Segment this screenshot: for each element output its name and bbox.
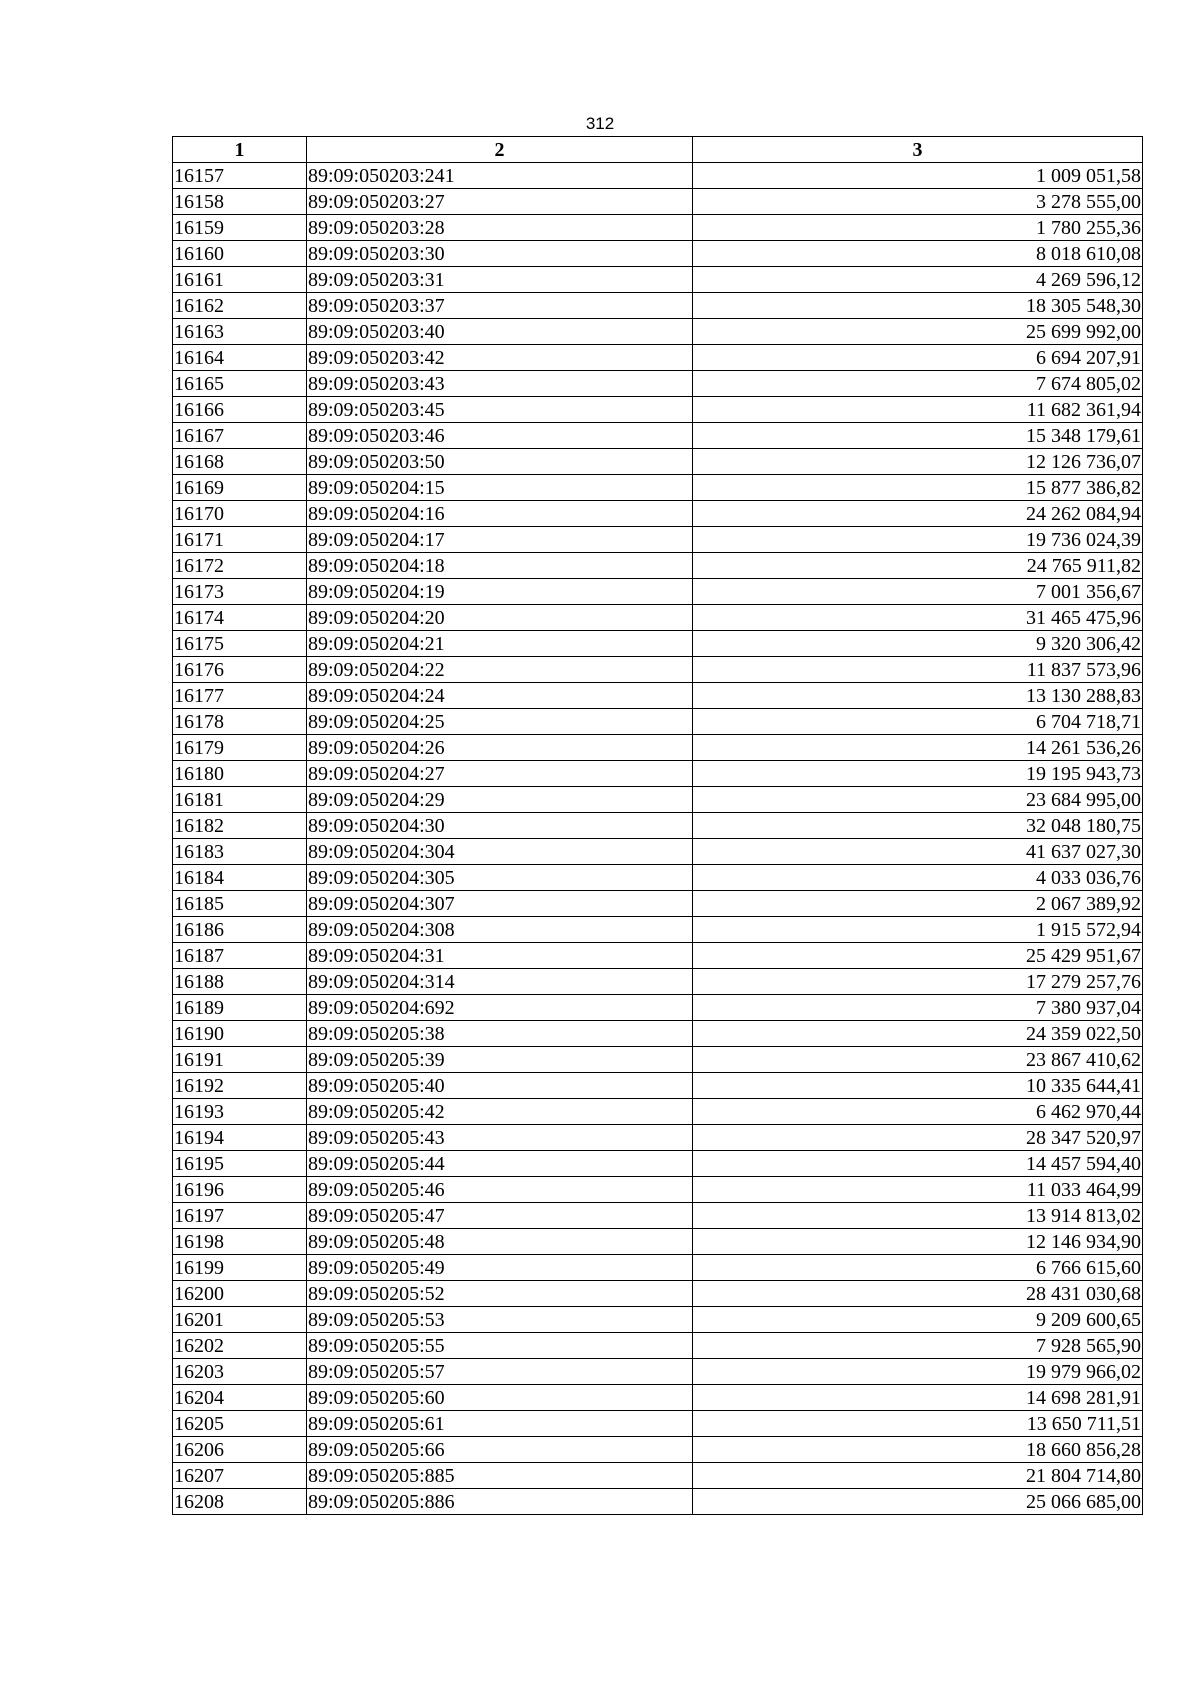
table-row <box>173 1281 1143 1307</box>
value-cell: 28 431 030,68 <box>693 1281 1143 1307</box>
row-number-cell: 16157 <box>173 163 307 189</box>
cadastral-number-cell: 89:09:050205:39 <box>307 1047 693 1073</box>
row-number-cell: 16171 <box>173 527 307 553</box>
cadastral-number-cell: 89:09:050203:28 <box>307 215 693 241</box>
row-number-cell: 16198 <box>173 1229 307 1255</box>
table-row <box>173 891 1143 917</box>
cadastral-number-cell: 89:09:050204:17 <box>307 527 693 553</box>
cadastral-number-cell: 89:09:050205:61 <box>307 1411 693 1437</box>
cadastral-number-cell: 89:09:050204:22 <box>307 657 693 683</box>
row-number-cell: 16191 <box>173 1047 307 1073</box>
value-cell: 25 066 685,00 <box>693 1489 1143 1515</box>
value-cell: 12 126 736,07 <box>693 449 1143 475</box>
cadastral-number-cell: 89:09:050205:885 <box>307 1463 693 1489</box>
row-number-cell: 16202 <box>173 1333 307 1359</box>
cadastral-number-cell: 89:09:050203:40 <box>307 319 693 345</box>
value-cell: 18 305 548,30 <box>693 293 1143 319</box>
row-number-cell: 16197 <box>173 1203 307 1229</box>
cadastral-number-cell: 89:09:050204:24 <box>307 683 693 709</box>
value-cell: 24 359 022,50 <box>693 1021 1143 1047</box>
table-row <box>173 449 1143 475</box>
cadastral-number-cell: 89:09:050204:307 <box>307 891 693 917</box>
table-row <box>173 761 1143 787</box>
cadastral-number-cell: 89:09:050205:40 <box>307 1073 693 1099</box>
row-number-cell: 16193 <box>173 1099 307 1125</box>
value-cell: 13 130 288,83 <box>693 683 1143 709</box>
row-number-cell: 16167 <box>173 423 307 449</box>
table-row <box>173 1255 1143 1281</box>
cadastral-number-cell: 89:09:050203:50 <box>307 449 693 475</box>
cadastral-number-cell: 89:09:050205:48 <box>307 1229 693 1255</box>
row-number-cell: 16188 <box>173 969 307 995</box>
registry-table <box>172 136 1143 1515</box>
cadastral-number-cell: 89:09:050203:30 <box>307 241 693 267</box>
value-cell: 41 637 027,30 <box>693 839 1143 865</box>
cadastral-number-cell: 89:09:050204:21 <box>307 631 693 657</box>
cadastral-number-cell: 89:09:050204:25 <box>307 709 693 735</box>
table-row <box>173 1463 1143 1489</box>
row-number-cell: 16186 <box>173 917 307 943</box>
row-number-cell: 16195 <box>173 1151 307 1177</box>
cadastral-number-cell: 89:09:050205:47 <box>307 1203 693 1229</box>
table-row <box>173 1203 1143 1229</box>
row-number-cell: 16199 <box>173 1255 307 1281</box>
row-number-cell: 16179 <box>173 735 307 761</box>
cadastral-number-cell: 89:09:050205:38 <box>307 1021 693 1047</box>
cadastral-number-cell: 89:09:050204:19 <box>307 579 693 605</box>
table-row <box>173 501 1143 527</box>
value-cell: 25 699 992,00 <box>693 319 1143 345</box>
column-header-2: 2 <box>307 137 693 163</box>
row-number-cell: 16185 <box>173 891 307 917</box>
cadastral-number-cell: 89:09:050205:52 <box>307 1281 693 1307</box>
row-number-cell: 16190 <box>173 1021 307 1047</box>
table-row <box>173 1177 1143 1203</box>
row-number-cell: 16200 <box>173 1281 307 1307</box>
table-row <box>173 267 1143 293</box>
row-number-cell: 16189 <box>173 995 307 1021</box>
value-cell: 10 335 644,41 <box>693 1073 1143 1099</box>
cadastral-number-cell: 89:09:050204:31 <box>307 943 693 969</box>
table-body <box>173 163 1143 1515</box>
table-row <box>173 969 1143 995</box>
value-cell: 9 320 306,42 <box>693 631 1143 657</box>
row-number-cell: 16160 <box>173 241 307 267</box>
value-cell: 7 928 565,90 <box>693 1333 1143 1359</box>
cadastral-number-cell: 89:09:050205:42 <box>307 1099 693 1125</box>
value-cell: 17 279 257,76 <box>693 969 1143 995</box>
row-number-cell: 16181 <box>173 787 307 813</box>
value-cell: 11 682 361,94 <box>693 397 1143 423</box>
row-number-cell: 16192 <box>173 1073 307 1099</box>
value-cell: 21 804 714,80 <box>693 1463 1143 1489</box>
row-number-cell: 16187 <box>173 943 307 969</box>
value-cell: 11 837 573,96 <box>693 657 1143 683</box>
table-row <box>173 787 1143 813</box>
value-cell: 6 766 615,60 <box>693 1255 1143 1281</box>
table-row <box>173 345 1143 371</box>
row-number-cell: 16170 <box>173 501 307 527</box>
table-row <box>173 917 1143 943</box>
table-row <box>173 371 1143 397</box>
value-cell: 23 684 995,00 <box>693 787 1143 813</box>
table-row <box>173 319 1143 345</box>
cadastral-number-cell: 89:09:050204:27 <box>307 761 693 787</box>
table-row <box>173 1125 1143 1151</box>
value-cell: 13 650 711,51 <box>693 1411 1143 1437</box>
row-number-cell: 16201 <box>173 1307 307 1333</box>
table-row <box>173 631 1143 657</box>
value-cell: 25 429 951,67 <box>693 943 1143 969</box>
cadastral-number-cell: 89:09:050203:45 <box>307 397 693 423</box>
cadastral-number-cell: 89:09:050204:26 <box>307 735 693 761</box>
table-row <box>173 943 1143 969</box>
row-number-cell: 16178 <box>173 709 307 735</box>
cadastral-number-cell: 89:09:050204:692 <box>307 995 693 1021</box>
cadastral-number-cell: 89:09:050203:43 <box>307 371 693 397</box>
table-row <box>173 1437 1143 1463</box>
value-cell: 7 001 356,67 <box>693 579 1143 605</box>
table-row <box>173 215 1143 241</box>
cadastral-number-cell: 89:09:050205:60 <box>307 1385 693 1411</box>
value-cell: 19 736 024,39 <box>693 527 1143 553</box>
cadastral-number-cell: 89:09:050205:49 <box>307 1255 693 1281</box>
table-row <box>173 553 1143 579</box>
table-row <box>173 1385 1143 1411</box>
row-number-cell: 16184 <box>173 865 307 891</box>
row-number-cell: 16159 <box>173 215 307 241</box>
value-cell: 4 269 596,12 <box>693 267 1143 293</box>
value-cell: 7 674 805,02 <box>693 371 1143 397</box>
cadastral-number-cell: 89:09:050203:31 <box>307 267 693 293</box>
cadastral-number-cell: 89:09:050205:66 <box>307 1437 693 1463</box>
table-row <box>173 683 1143 709</box>
cadastral-number-cell: 89:09:050204:30 <box>307 813 693 839</box>
value-cell: 14 261 536,26 <box>693 735 1143 761</box>
row-number-cell: 16207 <box>173 1463 307 1489</box>
header-row <box>173 137 1143 163</box>
table-row <box>173 1151 1143 1177</box>
table-row <box>173 813 1143 839</box>
table-row <box>173 423 1143 449</box>
value-cell: 14 698 281,91 <box>693 1385 1143 1411</box>
table-row <box>173 1359 1143 1385</box>
table-row <box>173 397 1143 423</box>
table-header <box>173 137 1143 163</box>
value-cell: 6 462 970,44 <box>693 1099 1143 1125</box>
value-cell: 12 146 934,90 <box>693 1229 1143 1255</box>
table-row <box>173 189 1143 215</box>
cadastral-number-cell: 89:09:050204:16 <box>307 501 693 527</box>
row-number-cell: 16208 <box>173 1489 307 1515</box>
value-cell: 24 765 911,82 <box>693 553 1143 579</box>
value-cell: 1 780 255,36 <box>693 215 1143 241</box>
value-cell: 24 262 084,94 <box>693 501 1143 527</box>
table-row <box>173 163 1143 189</box>
value-cell: 18 660 856,28 <box>693 1437 1143 1463</box>
row-number-cell: 16168 <box>173 449 307 475</box>
value-cell: 1 915 572,94 <box>693 917 1143 943</box>
row-number-cell: 16180 <box>173 761 307 787</box>
table-row <box>173 657 1143 683</box>
table-row <box>173 735 1143 761</box>
cadastral-number-cell: 89:09:050204:308 <box>307 917 693 943</box>
cadastral-number-cell: 89:09:050204:29 <box>307 787 693 813</box>
value-cell: 2 067 389,92 <box>693 891 1143 917</box>
table-row <box>173 865 1143 891</box>
row-number-cell: 16158 <box>173 189 307 215</box>
table-row <box>173 1333 1143 1359</box>
value-cell: 15 877 386,82 <box>693 475 1143 501</box>
column-header-3: 3 <box>693 137 1143 163</box>
page-number: 312 <box>585 114 615 133</box>
value-cell: 11 033 464,99 <box>693 1177 1143 1203</box>
value-cell: 28 347 520,97 <box>693 1125 1143 1151</box>
value-cell: 15 348 179,61 <box>693 423 1143 449</box>
value-cell: 9 209 600,65 <box>693 1307 1143 1333</box>
value-cell: 19 979 966,02 <box>693 1359 1143 1385</box>
row-number-cell: 16182 <box>173 813 307 839</box>
row-number-cell: 16161 <box>173 267 307 293</box>
table-row <box>173 579 1143 605</box>
table-row <box>173 527 1143 553</box>
value-cell: 13 914 813,02 <box>693 1203 1143 1229</box>
table-row <box>173 1229 1143 1255</box>
row-number-cell: 16172 <box>173 553 307 579</box>
row-number-cell: 16164 <box>173 345 307 371</box>
table-row <box>173 1073 1143 1099</box>
row-number-cell: 16174 <box>173 605 307 631</box>
row-number-cell: 16183 <box>173 839 307 865</box>
row-number-cell: 16165 <box>173 371 307 397</box>
row-number-cell: 16203 <box>173 1359 307 1385</box>
table-row <box>173 1021 1143 1047</box>
cadastral-number-cell: 89:09:050204:18 <box>307 553 693 579</box>
cadastral-number-cell: 89:09:050204:305 <box>307 865 693 891</box>
value-cell: 3 278 555,00 <box>693 189 1143 215</box>
row-number-cell: 16194 <box>173 1125 307 1151</box>
table-row <box>173 241 1143 267</box>
row-number-cell: 16162 <box>173 293 307 319</box>
cadastral-number-cell: 89:09:050205:46 <box>307 1177 693 1203</box>
value-cell: 31 465 475,96 <box>693 605 1143 631</box>
table-row <box>173 605 1143 631</box>
row-number-cell: 16176 <box>173 657 307 683</box>
cadastral-number-cell: 89:09:050205:57 <box>307 1359 693 1385</box>
row-number-cell: 16166 <box>173 397 307 423</box>
table-row <box>173 1307 1143 1333</box>
value-cell: 23 867 410,62 <box>693 1047 1143 1073</box>
table-row <box>173 1047 1143 1073</box>
cadastral-number-cell: 89:09:050205:44 <box>307 1151 693 1177</box>
cadastral-number-cell: 89:09:050205:886 <box>307 1489 693 1515</box>
cadastral-number-cell: 89:09:050205:55 <box>307 1333 693 1359</box>
value-cell: 7 380 937,04 <box>693 995 1143 1021</box>
value-cell: 19 195 943,73 <box>693 761 1143 787</box>
row-number-cell: 16206 <box>173 1437 307 1463</box>
table-row <box>173 475 1143 501</box>
value-cell: 8 018 610,08 <box>693 241 1143 267</box>
table-row <box>173 1411 1143 1437</box>
row-number-cell: 16177 <box>173 683 307 709</box>
cadastral-number-cell: 89:09:050203:27 <box>307 189 693 215</box>
row-number-cell: 16205 <box>173 1411 307 1437</box>
table-row <box>173 995 1143 1021</box>
cadastral-number-cell: 89:09:050205:43 <box>307 1125 693 1151</box>
row-number-cell: 16175 <box>173 631 307 657</box>
row-number-cell: 16173 <box>173 579 307 605</box>
column-header-1: 1 <box>173 137 307 163</box>
value-cell: 1 009 051,58 <box>693 163 1143 189</box>
cadastral-number-cell: 89:09:050205:53 <box>307 1307 693 1333</box>
value-cell: 4 033 036,76 <box>693 865 1143 891</box>
cadastral-number-cell: 89:09:050203:241 <box>307 163 693 189</box>
value-cell: 6 704 718,71 <box>693 709 1143 735</box>
cadastral-number-cell: 89:09:050204:20 <box>307 605 693 631</box>
row-number-cell: 16163 <box>173 319 307 345</box>
row-number-cell: 16169 <box>173 475 307 501</box>
cadastral-number-cell: 89:09:050204:15 <box>307 475 693 501</box>
value-cell: 6 694 207,91 <box>693 345 1143 371</box>
cadastral-number-cell: 89:09:050204:314 <box>307 969 693 995</box>
row-number-cell: 16204 <box>173 1385 307 1411</box>
table-row <box>173 1489 1143 1515</box>
cadastral-number-cell: 89:09:050203:42 <box>307 345 693 371</box>
value-cell: 14 457 594,40 <box>693 1151 1143 1177</box>
table-row <box>173 839 1143 865</box>
row-number-cell: 16196 <box>173 1177 307 1203</box>
table-row <box>173 1099 1143 1125</box>
value-cell: 32 048 180,75 <box>693 813 1143 839</box>
cadastral-number-cell: 89:09:050203:46 <box>307 423 693 449</box>
table-row <box>173 709 1143 735</box>
cadastral-number-cell: 89:09:050204:304 <box>307 839 693 865</box>
table-row <box>173 293 1143 319</box>
cadastral-number-cell: 89:09:050203:37 <box>307 293 693 319</box>
